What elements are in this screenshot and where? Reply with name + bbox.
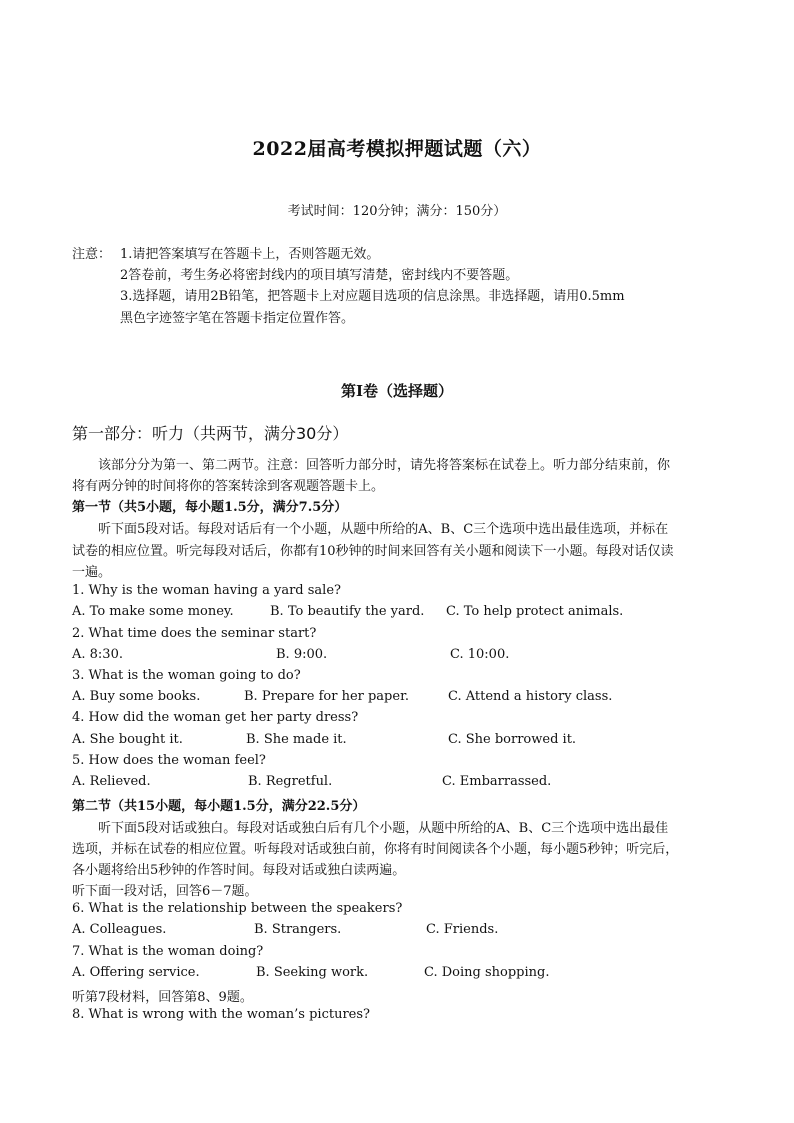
q6-option-b: B. Strangers. bbox=[254, 922, 342, 937]
question-1: 1. Why is the woman having a yard sale? bbox=[72, 583, 342, 598]
question-7: 7. What is the woman doing? bbox=[72, 944, 264, 959]
q1-option-b: B. To beautify the yard. bbox=[270, 604, 425, 619]
q7-option-a: A. Offering service. bbox=[72, 965, 200, 980]
q4-option-a: A. She bought it. bbox=[72, 732, 183, 747]
note-item-1: 1.请把答案填写在答题卡上，否则答题无效。 bbox=[120, 247, 380, 262]
note-item-3: 3.选择题，请用2B铅笔，把答题卡上对应题目选项的信息涂黑。非选择题，请用0.5mm bbox=[120, 289, 625, 304]
question-6: 6. What is the relationship between the speakers? bbox=[72, 901, 403, 916]
q1-option-c: C. To help protect animals. bbox=[446, 604, 624, 619]
q5-option-a: A. Relieved. bbox=[72, 774, 151, 789]
q6-option-a: A. Colleagues. bbox=[72, 922, 167, 937]
q3-option-b: B. Prepare for her paper. bbox=[244, 689, 409, 704]
notes-label: 注意： bbox=[72, 247, 112, 262]
part1-intro-line-1: 该部分分为第一、第二两节。注意：回答听力部分时，请先将答案标在试卷上。听力部分结束前，你 bbox=[98, 458, 671, 473]
section1-instr-3: 一遍。 bbox=[72, 565, 112, 580]
note-item-2: 2答卷前，考生务必将密封线内的项目填写清楚，密封线内不要答题。 bbox=[120, 268, 519, 283]
q3-option-c: C. Attend a history class. bbox=[448, 689, 613, 704]
q2-option-a: A. 8:30. bbox=[72, 647, 123, 662]
exam-title: 2022届高考模拟押题试题（六） bbox=[252, 138, 542, 160]
section1-instr-1: 听下面5段对话。每段对话后有一个小题，从题中所给的A、B、C三个选项中选出最佳选项，并标在 bbox=[98, 522, 669, 537]
q4-option-c: C. She borrowed it. bbox=[448, 732, 577, 747]
section2-instr-1: 听下面5段对话或独白。每段对话或独白后有几个小题，从题中所给的A、B、C三个选项中选出最佳 bbox=[98, 821, 669, 836]
q4-option-b: B. She made it. bbox=[246, 732, 347, 747]
question-5: 5. How does the woman feel? bbox=[72, 753, 266, 768]
section1-title: 第一节（共5小题，每小题1.5分，满分7.5分） bbox=[72, 500, 348, 515]
question-2: 2. What time does the seminar start? bbox=[72, 626, 317, 641]
question-8: 8. What is wrong with the woman’s pictures? bbox=[72, 1007, 371, 1022]
exam-info: 考试时间：120分钟；满分：150分） bbox=[287, 204, 507, 219]
section2-instr-2: 选项，并标在试卷的相应位置。听每段对话或独白前，你将有时间阅读各个小题，每小题5秒钟；听完后， bbox=[72, 842, 679, 857]
q2-option-c: C. 10:00. bbox=[450, 647, 510, 662]
q5-option-c: C. Embarrassed. bbox=[442, 774, 552, 789]
part1-title: 第一部分：听力（共两节，满分30分） bbox=[72, 424, 349, 443]
q6-option-c: C. Friends. bbox=[426, 922, 499, 937]
q3-option-a: A. Buy some books. bbox=[72, 689, 201, 704]
question-3: 3. What is the woman going to do? bbox=[72, 668, 301, 683]
q5-option-b: B. Regretful. bbox=[248, 774, 333, 789]
section2-instr-3: 各小题将给出5秒钟的作答时间。每段对话或独白读两遍。 bbox=[72, 863, 406, 878]
volume-title: 第I卷（选择题） bbox=[340, 382, 454, 400]
note-item-4: 黑色字迹签字笔在答题卡指定位置作答。 bbox=[120, 311, 355, 326]
part1-intro-line-2: 将有两分钟的时间将你的答案转涂到客观题答题卡上。 bbox=[72, 479, 385, 494]
q2-option-b: B. 9:00. bbox=[276, 647, 328, 662]
q1-option-a: A. To make some money. bbox=[72, 604, 234, 619]
question-4: 4. How did the woman get her party dress? bbox=[72, 710, 359, 725]
section1-instr-2: 试卷的相应位置。听完每段对话后，你都有10秒钟的时间来回答有关小题和阅读下一小题。每段对话仅读 bbox=[72, 544, 674, 559]
group1-label: 听下面一段对话，回答6－7题。 bbox=[72, 884, 258, 899]
q7-option-c: C. Doing shopping. bbox=[424, 965, 550, 980]
q7-option-b: B. Seeking work. bbox=[256, 965, 369, 980]
group2-label: 听第7段材料，回答第8、9题。 bbox=[72, 990, 253, 1005]
section2-title: 第二节（共15小题，每小题1.5分，满分22.5分） bbox=[72, 799, 366, 814]
